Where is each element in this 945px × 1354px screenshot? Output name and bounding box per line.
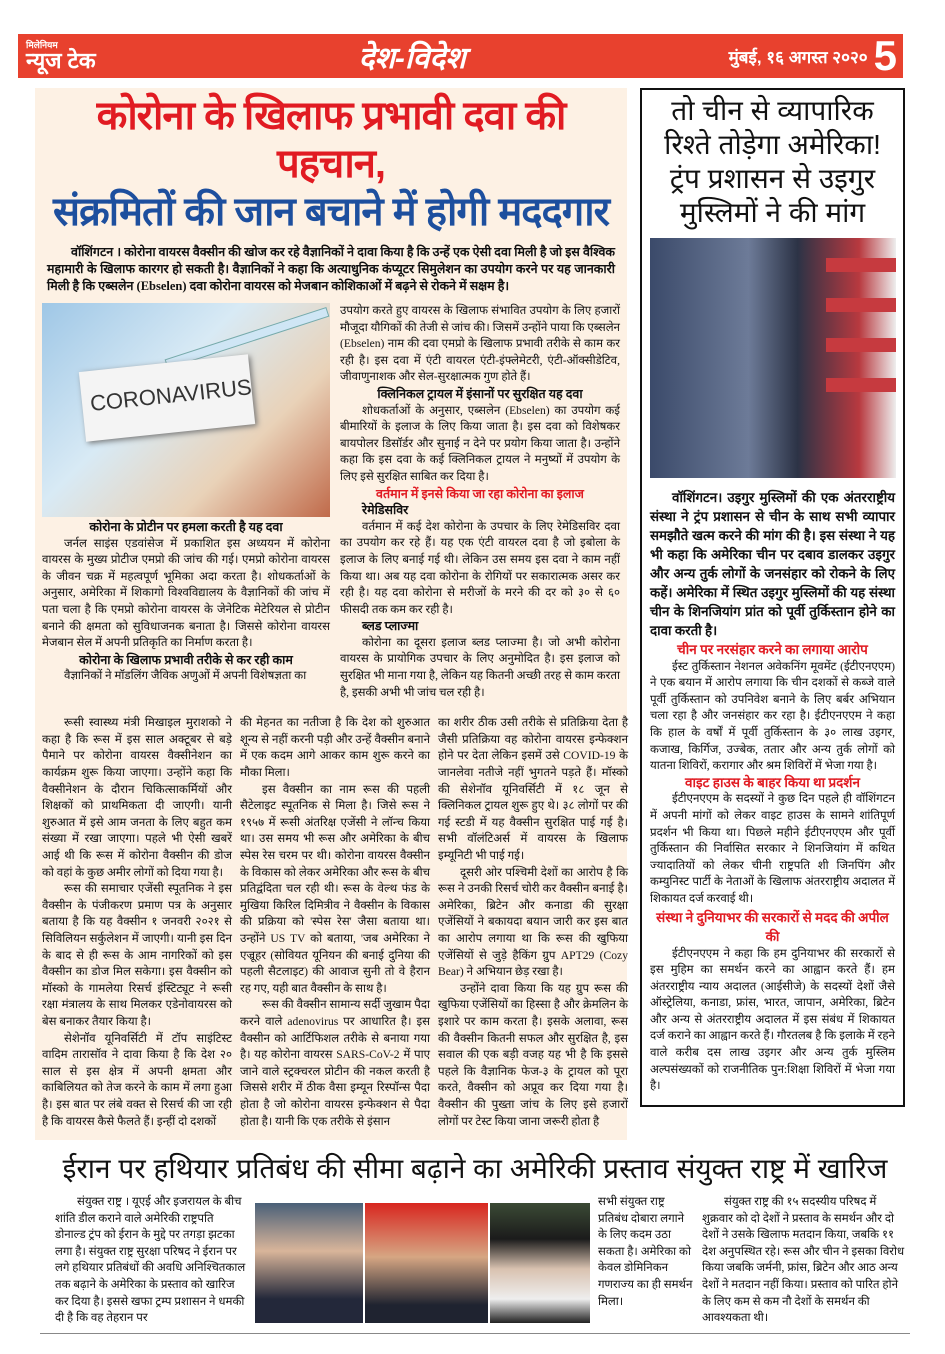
content-row — [18, 88, 927, 1140]
flag-stripe — [826, 378, 896, 392]
bottom-column-2: सभी संयुक्त राष्ट्र प्रतिबंध दोबारा लगाने के लिए कदम उठा सकता है। अमेरिका को केवल डोमिनिकन गणराज्य का ही समर्थन मिला। — [598, 1195, 693, 1308]
subheading-red: चीन पर नरसंहार करने का लगाया आरोप — [677, 642, 868, 657]
flag-stripe — [826, 258, 896, 272]
coronavirus-photo — [42, 303, 330, 517]
bottom-column-1 — [55, 1194, 247, 1327]
sidebar-headline — [650, 94, 895, 230]
image-label: CORONAVIRUS — [88, 374, 253, 416]
bottom-column-3 — [702, 1194, 907, 1327]
left-column — [42, 303, 330, 701]
paragraph: ईस्ट तुर्किस्तान नेशनल अवेकनिंग मूवमेंट (ईटीएनएएम) ने एक बयान में आरोप लगाया कि चीन दशकों से कब्जे वाले पूर्वी तुर्किस्तान को उपनिवेश बनाने के लिए बर्बर अभियान चला रहा है और जनसंहार कर रहा है। ईटीएनएएम ने कहा कि हाल के वर्षों में पूर्वी तुर्किस्तान के ३० लाख उइगर, कजाख, किर्गिज, उज्बेक, ततार और अन्य तुर्क लोगों को यातना शिविरों, करागार और श्रम शिविरों में भेजा गया है। — [650, 659, 895, 773]
subheading-red: वाइट हाउस के बाहर किया था प्रदर्शन — [685, 774, 860, 790]
brand-logo: न्यूज टेक — [26, 47, 96, 73]
khamenei-photo — [490, 1203, 590, 1323]
trump-xi-photo — [650, 238, 896, 478]
sidebar-article — [640, 88, 905, 1107]
bottom-headline: ईरान पर हथियार प्रतिबंध की सीमा बढ़ाने का अमेरिकी प्रस्ताव संयुक्त राष्ट्र में खारिज — [62, 1153, 888, 1185]
paragraph: उन्होंने दावा किया कि यह ग्रुप रूस की खुफिया एजेंसियों का हिस्सा है और क्रेमलिन के इशारे पर काम करता है। इसके अलावा, रूस की वैक्सीन कितनी सफल और सुरक्षित है, इस सवाल की एक बड़ी वजह यह भी है कि इससे पहले कि वैज्ञानिक फेज-३ के ट्रायल को पूरा करते, वैक्सीन को अप्रूव कर दिया गया है। वैक्सीन की पुख्ता जांच के लिए इसे हजारों लोगों पर टेस्ट किया जाना जरूरी होता है — [438, 981, 628, 1128]
article-column-b — [340, 303, 620, 701]
subheading-red: संस्था ने दुनियाभर की सरकारों से मदद की अपील की — [656, 909, 889, 944]
paragraph: इस वैक्सीन का नाम रूस की पहली सैटेलाइट स्पूतनिक से मिला है। जिसे रूस ने १९५७ में रूसी अंतरिक्ष एजेंसी ने लॉन्च किया था। उस समय भी रूस और अमेरिका के बीच स्पेस रेस चरम पर थी। कोरोना वायरस वैक्सीन के विकास को लेकर अमेरिका और रूस के बीच प्रतिद्वंदिता चल रही थी। रूस के वेल्थ फंड के मुखिया किरिल दिमित्रीव ने वैक्सीन के विकास की प्रक्रिया को 'स्पेस रेस' जैसा बताया था। उन्होंने US TV को बताया, 'जब अमेरिका ने एज्रूहर (सोवियत यूनियन की बनाई दुनिया की पहली सैटलाइट) की आवाज सुनी तो वे हैरान रह गए, यही बात वैक्सीन के साथ है। — [240, 782, 430, 995]
paragraph: शोधकर्ताओं के अनुसार, एब्सलेन (Ebselen) का उपयोग कई बीमारियों के इलाज के लिए किया जाता है। इस दवा को विशेषकर बायपोलर डिसॉर्डर और सुनाई न देने पर प्रयोग किया जाता है। उन्होंने कहा कि इस दवा के कई क्लिनिकल ट्रायल ने मनुष्यों में उपयोग के लिए इसे सुरक्षित साबित कर दिया है। — [340, 403, 620, 483]
sidebar-lead: वॉशिंगटन। उइगुर मुस्लिमों की एक अंतरराष्ट्रीय संस्था ने ट्रंप प्रशासन से चीन के साथ सभी व्यापार समझौते खत्म करने की मांग की है। इस संस्था ने यह भी कहा कि अमेरिका चीन पर दबाव डालकर उइगुर और अन्य तुर्क लोगों के जनसंहार को रोकने के लिए कहें। अमेरिका में स्थित उइगुर मुस्लिमों की यह संस्था चीन के शिनजियांग प्रांत को पूर्वी तुर्किस्तान होने का दावा करती है। — [650, 490, 895, 638]
paragraph: उपयोग करते हुए वायरस के खिलाफ संभावित उपयोग के लिए हजारों मौजूदा यौगिकों की तेजी से जांच की। जिसमें उन्होंने पाया कि एब्सलेन (Ebselen) नाम की दवा एमप्रो के खिलाफ प्रभावी तरीके से काम कर रही है। इस दवा में एंटी वायरल एंटी-इंफ्लेमेटरी, एंटी-ऑक्सीडेटिव, जीवाणुनाशक और सेल-सुरक्षात्मक गुण होते हैं। — [340, 304, 620, 384]
bottom-article — [18, 1152, 910, 1334]
subheading: कोरोना के प्रोटीन पर हमला करती है यह दवा — [89, 520, 283, 534]
paragraph: कोरोना का दूसरा इलाज ब्लड प्लाज्मा है। जो अभी कोरोना वायरस के प्रायोगिक उपचार के लिए अनुमोदित है। इस इलाज को सुरक्षित भी माना गया है, लेकिन यह कितनी अच्छी तरह से काम करता है, इसकी अभी भी जांच चल रही है। — [340, 635, 620, 699]
brand-tagline: मिलेनियम — [26, 39, 58, 50]
lead-paragraph: वॉशिंगटन । कोरोना वायरस वैक्सीन की खोज कर रहे वैज्ञानिकों ने दावा किया है कि उन्हें एक ऐसी दवा मिली है जो इस वैश्विक महामारी के खिलाफ कारगर हो सकती है। वैज्ञानिकों ने कहा कि अत्याधुनिक कंप्यूटर सिमुलेशन का उपयोग करने पर यह जानकारी मिली है कि एब्सलेन (Ebselen) दवा कोरोना वायरस को मेजबान कोशिकाओं में बढ़ने से रोकने में सक्षम है। — [47, 245, 615, 293]
section-title: देश-विदेश — [358, 41, 466, 75]
paragraph: संयुक्त राष्ट्र की १५ सदस्यीय परिषद में शुक्रवार को दो देशों ने प्रस्ताव के समर्थन और दो देशों ने उसके खिलाफ मतदान किया, जबकि ११ देश अनुपस्थित रहे। रूस और चीन ने इसका विरोध किया जबकि जर्मनी, फ्रांस, ब्रिटेन और आठ अन्य देशों ने मतदान नहीं किया। प्रस्ताव को पारित होने के लिए कम से कम नौ देशों के समर्थन की आवश्यकता थी। — [702, 1195, 905, 1325]
lower-columns — [42, 715, 628, 1130]
date-block — [728, 32, 897, 79]
headline-line1: कोरोना के खिलाफ प्रभावी दवा की पहचान, — [96, 94, 566, 186]
headline-line: रिश्ते तोड़ेगा अमेरिका! — [664, 129, 881, 160]
flag-stripe — [826, 298, 896, 312]
headline-line: ट्रंप प्रशासन से उइगुर — [669, 163, 876, 194]
label-card — [79, 354, 255, 441]
bottom-row — [40, 1194, 910, 1327]
page-number: 5 — [873, 32, 897, 79]
flag-stripe — [826, 338, 896, 352]
subheading: रेमेडिसविर — [362, 503, 409, 518]
paragraph: सेशेनॉव यूनिवर्सिटी में टॉप साइंटिस्ट वादिम तारासॉव ने दावा किया है कि देश २० साल से इस क्षेत्र में अपनी क्षमता और काबिलियत को तेज करने के काम में लगा हुआ है। इस बात पर लंबे वक्त से रिसर्च की जा रही है कि वायरस कैसे फैलते हैं। इन्हीं दो दशकों — [42, 1031, 232, 1128]
paragraph: जर्नल साइंस एडवांसेज में प्रकाशित इस अध्ययन में कोरोना वायरस के मुख्य प्रोटीज एमप्रो की जांच की गई। एमप्रो कोरोना वायरस के जीवन चक्र में महत्वपूर्ण भूमिका अदा करता है। शोधकर्ताओं के अनुसार, अमेरिका में शिकागो विश्वविद्यालय के वैज्ञानिकों की जांच में पता चला है कि एमप्रो कोरोना वायरस के जेनेटिक मेटेरियल से प्रोटीन बनाने की क्षमता को सुविधाजनक बनाता है। जिससे कोरोना वायरस मेजबान सेल में अपनी प्रतिकृति का निर्माण करता है। — [42, 536, 330, 650]
headline-line: मुस्लिमों ने की मांग — [679, 197, 866, 228]
page-header — [18, 34, 903, 78]
article-column-1 — [42, 715, 232, 1130]
subheading: कोरोना के खिलाफ प्रभावी तरीके से कर रही काम — [79, 652, 293, 667]
paragraph: का शरीर ठीक उसी तरीके से प्रतिक्रिया देता है जैसी प्रतिक्रिया वह कोरोना वायरस इन्फेक्शन होने पर देता लेकिन इसमें उसे COVID-19 के जानलेवा नतीजे नहीं भुगतने पड़ते हैं। मॉस्को की सेशेनॉव यूनिवर्सिटी में १८ जून से क्लिनिकल ट्रायल शुरू हुए थे। ३८ लोगों पर की गई स्टडी में यह वैक्सीन सुरक्षित पाई गई है। सभी वॉलंटिअर्स में वायरस के खिलाफ इम्यूनिटी भी पाई गई। — [438, 716, 628, 862]
sidebar-body — [650, 642, 895, 1095]
paragraph: ईटीएनएएम के सदस्यों ने कुछ दिन पहले ही वॉशिंगटन में अपनी मांगों को लेकर वाइट हाउस के सामने शांतिपूर्ण प्रदर्शन भी किया था। पिछले महीने ईटीएनएएम और पूर्वी तुर्किस्तान की निर्वासित सरकार ने शिनजियांग में कथित ज्यादातियों को लेकर चीनी राष्ट्रपति शी जिनपिंग और कम्युनिस्ट पार्टी के नेताओं के खिलाफ अंतरराष्ट्रीय अदालत में शिकायत दर्ज करवाई थी। — [650, 792, 895, 905]
divider — [40, 1333, 910, 1334]
edition-date: मुंबई, १६ अगस्त २०२० — [728, 47, 868, 67]
paragraph: रूसी स्वास्थ्य मंत्री मिखाइल मुराशको ने कहा है कि रूस में इस साल अक्टूबर से बड़े पैमाने पर कोरोना वायरस वैक्सीनेशन का कार्यक्रम शुरू किया जाएगा। उन्होंने कहा कि वैक्सीनेशन के दौरान चिकित्साकर्मियों और शिक्षकों को प्राथमिकता दी जाएगी। यानी शुरुआत में इसे आम जनता के लिए बहुत कम संख्या में रखा जाएगा। पहले भी ऐसी खबरें आई थी कि रूस में कोरोना वैक्सीन की डोज को वहां के कुछ अमीर लोगों को दिया गया है। — [42, 716, 232, 879]
subheading: क्लिनिकल ट्रायल में इंसानों पर सुरक्षित यह दवा — [377, 386, 583, 401]
xi-jinping-photo — [365, 1203, 488, 1323]
headline-line2: संक्रमितों की जान बचाने में होगी मददगार — [52, 190, 610, 234]
upper-columns — [42, 303, 620, 701]
paragraph: दूसरी ओर पश्चिमी देशों का आरोप है कि रूस ने उनकी रिसर्च चोरी कर वैक्सीन बनाई है। अमेरिका, ब्रिटेन और कनाडा की सुरक्षा एजेंसियों ने बकायदा बयान जारी कर इस बात का आरोप लगाया था कि रूस की खुफिया एजेंसियों से जुड़े हैकिंग ग्रुप APT29 (Cozy Bear) ने अभियान छेड़ रखा है। — [438, 865, 628, 979]
trump-photo — [255, 1203, 363, 1323]
paragraph: वर्तमान में कई देश कोरोना के उपचार के लिए रेमेडिसविर दवा का उपयोग कर रहे हैं। यह एक एंटी वायरल दवा है जो इबोला के इलाज के लिए बनाई गई थी। लेकिन उस समय इस दवा ने काम नहीं किया था। अब यह दवा कोरोना के रोगियों पर सकारात्मक असर कर रही है। यह दवा कोरोना से मरीजों के मरने की दर को ३० से ६० फीसदी तक कम कर रही है। — [340, 519, 620, 616]
article-column-a — [42, 519, 330, 685]
headline-line: तो चीन से व्यापारिक — [671, 95, 874, 126]
paragraph: वैज्ञानिकों ने मॉडलिंग जैविक अणुओं में अपनी विशेषज्ञता का — [64, 669, 307, 683]
brand-block — [26, 41, 96, 72]
subheading-red: वर्तमान में इनसे किया जा रहा कोरोना का इलाज — [376, 486, 584, 501]
subheading: ब्लड प्लाज्मा — [362, 619, 419, 634]
article-column-2 — [240, 715, 430, 1130]
paragraph: रूस की समाचार एजेंसी स्पूतनिक ने इस वैक्सीन के पंजीकरण प्रमाण पत्र के अनुसार बताया है कि यह वैक्सीन १ जनवरी २०२१ से सिविलियन सर्कुलेशन में जाएगी। यानी इस दिन के बाद से ही रूस के आम नागरिकों को इस वैक्सीन का डोज मिल सकेगा। इस वैक्सीन को मॉस्को के गामलेया रिसर्च इंस्टिट्यूट ने रूसी रक्षा मंत्रालय के साथ मिलकर एडेनोवायरस को बेस बनाकर तैयार किया है। — [42, 882, 232, 1028]
article-column-3 — [438, 715, 628, 1130]
lead-article — [35, 88, 627, 1140]
paragraph: ईटीएनएएम ने कहा कि हम दुनियाभर की सरकारों से इस मुहिम का समर्थन करने का आह्वान करते हैं। हम अंतरराष्ट्रीय न्याय अदालत (आईसीजे) के सदस्यों देशों जैसे ऑस्ट्रेलिया, कनाडा, फ्रांस, भारत, जापान, अमेरिका, ब्रिटेन और अन्य से अंतरराष्ट्रीय अदालत में इस संबंध में शिकायत दर्ज कराने का आह्वान करते हैं। गौरतलब है कि इलाके में रहने वाले करीब दस लाख उइगर और अन्य तुर्क मुस्लिम अल्पसंख्यकों को राजनीतिक पुन:शिक्षा शिविरों में भेजा गया है। — [650, 946, 895, 1093]
paragraph: संयुक्त राष्ट्र । यूएई और इजरायल के बीच शांति डील कराने वाले अमेरिकी राष्ट्रपति डोनाल्ड ट्रंप को ईरान के मुद्दे पर तगड़ा झटका लगा है। संयुक्त राष्ट्र सुरक्षा परिषद ने ईरान पर लगे हथियार प्रतिबंधों की अवधि अनिश्चितकाल तक बढ़ाने के अमेरिका के प्रस्ताव को खारिज कर दिया है। इससे खफा ट्रम्प प्रशासन ने धमकी दी है कि वह तेहरान पर — [55, 1195, 246, 1325]
paragraph: की मेहनत का नतीजा है कि देश को शुरुआत शून्य से नहीं करनी पड़ी और उन्हें वैक्सीन बनाने में एक कदम आगे आकर काम शुरू करने का मौका मिला। — [240, 716, 430, 780]
paragraph: रूस की वैक्सीन सामान्य सर्दी जुखाम पैदा करने वाले adenovirus पर आधारित है। इस वैक्सीन को आर्टिफिशल तरीके से बनाया गया है। यह कोरोना वायरस SARS-CoV-2 में पाए जाने वाले स्ट्रक्चरल प्रोटीन की नकल करती है जिससे शरीर में ठीक वैसा इम्यून रिस्पॉन्स पैदा होता है जो कोरोना वायरस इन्फेक्शन से पैदा होता है। यानी कि एक तरीके से इंसान — [240, 998, 430, 1128]
bottom-photos — [255, 1203, 590, 1327]
